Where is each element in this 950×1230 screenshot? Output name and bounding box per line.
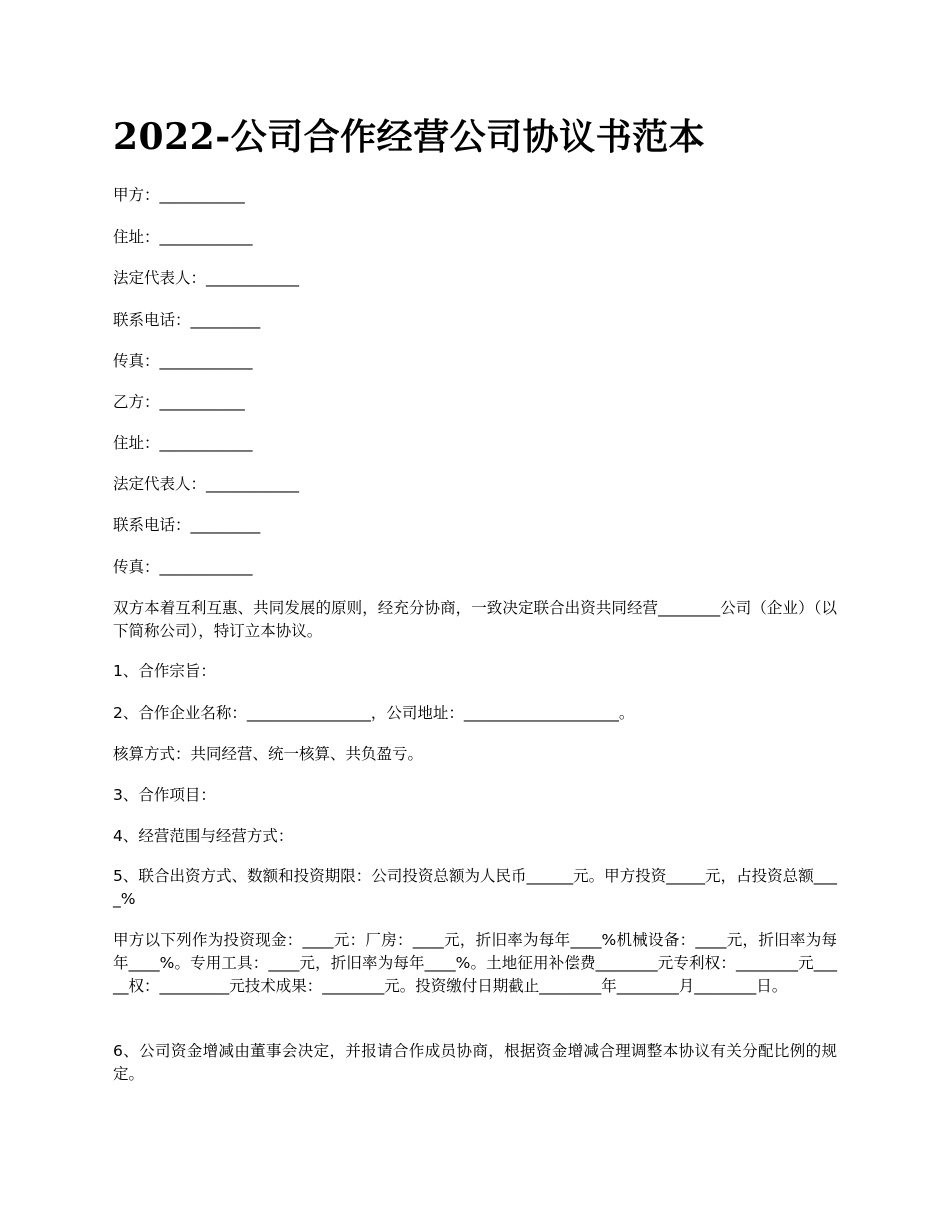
clause-project: 3、合作项目： — [113, 786, 216, 804]
clause-purpose: 1、合作宗旨： — [113, 662, 216, 680]
clause-accounting: 核算方式：共同经营、统一核算、共负盈亏。 — [113, 745, 424, 763]
clause-investment: 5、联合出资方式、数额和投资期限：公司投资总额为人民币______元。甲方投资_____元，占投资总额____% — [113, 867, 837, 908]
preamble-paragraph: 双方本着互利互惠、共同发展的原则，经充分协商，一致决定联合出资共同经营________公司（企业）（以下简称公司），特订立本协议。 — [113, 599, 837, 640]
party-b-fax: 传真：____________ — [113, 558, 253, 576]
clause-company-name: 2、合作企业名称：________________，公司地址：____________________。 — [113, 704, 635, 722]
party-b-label: 乙方：___________ — [113, 393, 245, 411]
party-a-legal-rep: 法定代表人：____________ — [113, 269, 300, 287]
party-b-legal-rep: 法定代表人：____________ — [113, 475, 300, 493]
party-b-phone: 联系电话：_________ — [113, 516, 261, 534]
party-a-address: 住址：____________ — [113, 228, 253, 246]
party-a-label: 甲方：___________ — [113, 186, 245, 204]
party-a-fax: 传真：____________ — [113, 352, 253, 370]
party-a-phone: 联系电话：_________ — [113, 311, 261, 329]
clause-investment-details: 甲方以下列作为投资现金：____元：厂房：____元，折旧率为每年____%机械设备：____元，折旧率为每年____%。专用工具：____元，折旧率为每年____%。土地征用补偿费________元专利权：________元_____权：_________元技术成果：________元。投资缴付日期截止________年________月________日。 — [113, 931, 837, 995]
clause-capital-change: 6、公司资金增减由董事会决定，并报请合作成员协商，根据资金增减合理调整本协议有关分配比例的规定。 — [113, 1042, 837, 1083]
document-title: 2022-公司合作经营公司协议书范本 — [113, 116, 706, 158]
party-b-address: 住址：____________ — [113, 434, 253, 452]
clause-scope: 4、经营范围与经营方式： — [113, 827, 294, 845]
